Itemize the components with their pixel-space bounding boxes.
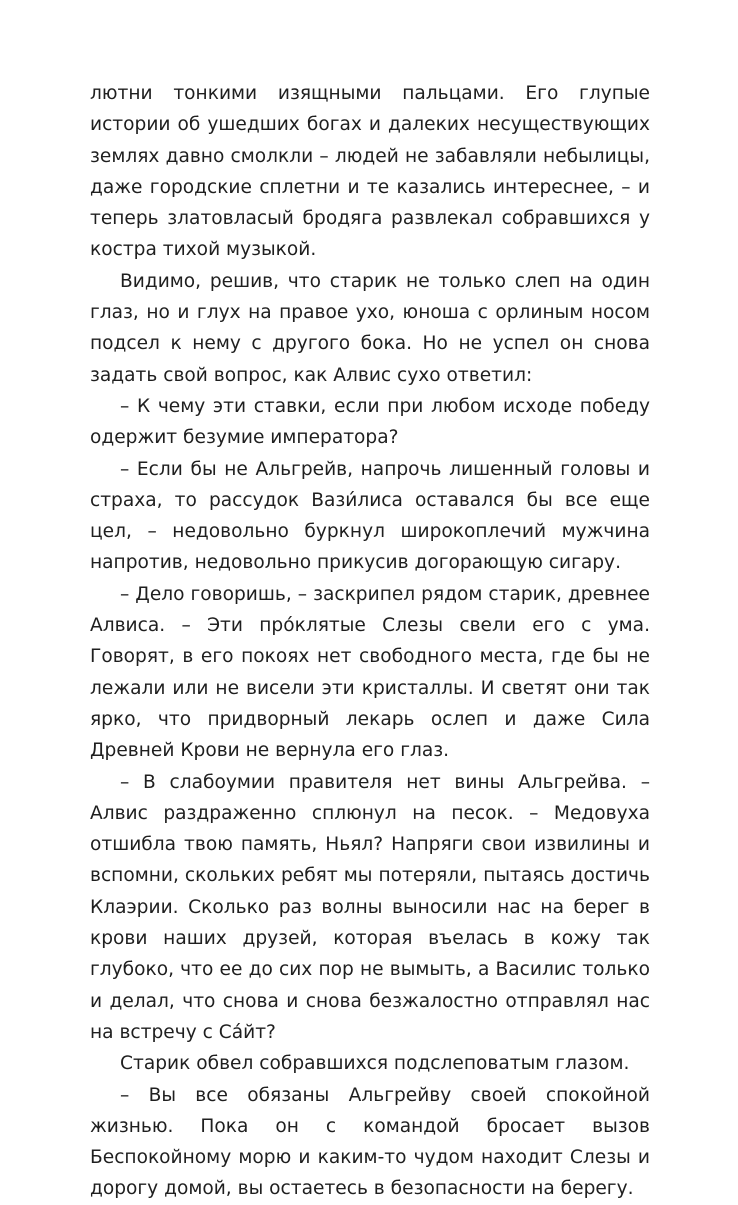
dialogue-line-3: – Дело говоришь, – заскрипел рядом старик, древнее Алвиса. – Эти про́клятые Слезы свели его с ума. Говорят, в его покоях нет свободного места, где бы не лежали или не висели эти кристаллы. И светят они так ярко, что придворный лекарь ослеп и даже Сила Древней Крови не вернула его глаз. <box>90 583 650 762</box>
dialogue-line-1: – К чему эти ставки, если при любом исходе победу одержит безумие императора? <box>90 395 650 449</box>
paragraph-3: Старик обвел собравшихся подслеповатым глазом. <box>120 1053 630 1075</box>
book-page <box>90 78 650 1205</box>
dialogue-line-2: – Если бы не Альгрейв, напрочь лишенный головы и страха, то рассудок Вази́лиса оставался бы все еще цел, – недовольно буркнул широкоплечий мужчина напротив, недовольно прикусив догорающую сигару. <box>90 458 650 574</box>
paragraph-1: лютни тонкими изящными пальцами. Его глупые истории об ушедших богах и далеких несуществующих землях давно смолкли – людей не забавляли небылицы, даже городские сплетни и те казались интереснее, – и теперь златовласый бродяга развлекал собравшихся у костра тихой музыкой. <box>90 83 650 261</box>
dialogue-line-4: – В слабоумии правителя нет вины Альгрейва. – Алвис раздраженно сплюнул на песок. – Медовуха отшибла твою память, Ньял? Напряги свои извилины и вспомни, скольких ребят мы потеряли, пытаясь достичь Клаэрии. Сколько раз волны выносили нас на берег в крови наших друзей, которая въелась в кожу так глубоко, что ее до сих пор не вымыть, а Василис только и делал, что снова и снова безжалостно отправлял нас на встречу с Са́йт? <box>90 771 650 1043</box>
paragraph-2: Видимо, решив, что старик не только слеп на один глаз, но и глух на правое ухо, юноша с орлиным носом подсел к нему с другого бока. Но не успел он снова задать свой вопрос, как Алвис сухо ответил: <box>90 270 650 386</box>
dialogue-line-5: – Вы все обязаны Альгрейву своей спокойной жизнью. Пока он с командой бросает вызов Беспокойному морю и каким-то чудом находит Слезы и дорогу домой, вы остаетесь в безопасности на берегу. <box>90 1084 650 1200</box>
